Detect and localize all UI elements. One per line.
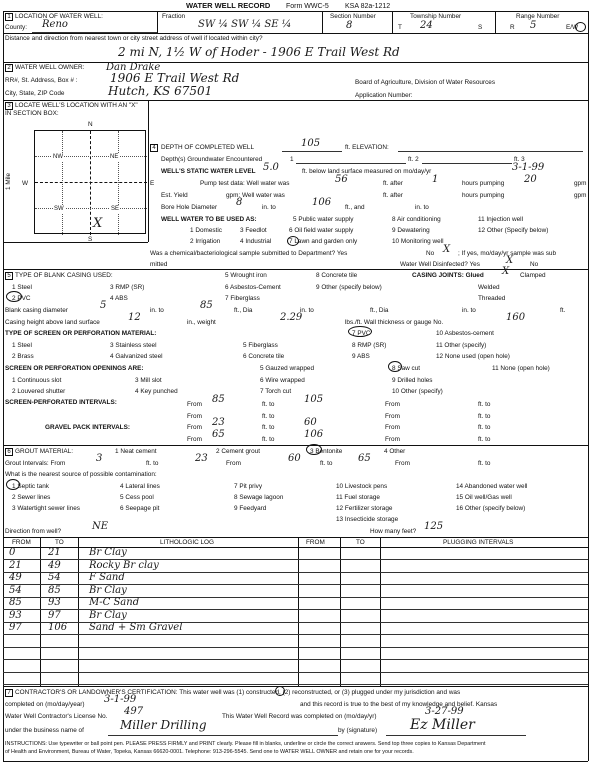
sp-label: SCREEN-PERFORATED INTERVALS: <box>5 399 117 406</box>
yield-gpm: gpm: Well water was <box>226 192 285 199</box>
use-6[interactable]: 6 Oil field water supply <box>289 227 354 234</box>
contam-13[interactable]: 13 Insecticide storage <box>336 516 399 523</box>
open-11[interactable]: 11 None (open hole) <box>492 365 550 372</box>
s2-label: 2 WATER WELL OWNER: <box>5 64 84 72</box>
address-value[interactable]: 1906 E Trail West Rd <box>110 71 240 85</box>
section-value[interactable]: 8 <box>346 20 353 31</box>
s5-label: 5 TYPE OF BLANK CASING USED: <box>5 272 113 280</box>
table-row <box>3 573 588 585</box>
license-label: Water Well Contractor's License No. <box>5 713 108 720</box>
sample-if: ; If yes, mo/day/yr sample was sub <box>458 250 557 257</box>
grout-ft-to-2: ft. to <box>320 460 333 467</box>
static-mid: ft. below land surface measured on mo/day/yr <box>302 168 432 175</box>
grid-mile: 1 Mile <box>5 172 12 190</box>
grout-from-3-label: From <box>395 460 410 467</box>
business-label: under the business name of <box>5 727 84 734</box>
township-s: S <box>478 24 483 31</box>
gw-3: ft. 3 <box>514 156 525 163</box>
bore-ft: ft., and <box>345 204 365 211</box>
form-title: WATER WELL RECORD <box>186 1 271 10</box>
instructions-2: of Health and Environment, Bureau of Water, Topeka, Kansas 66620-0001. Telephone: 913-296-5545. Send one to WATER WELL OWNER and retain one for your records. <box>5 749 414 755</box>
pump-after: ft. after <box>383 180 403 187</box>
distance-value[interactable]: 2 mi N, 1½ W of Hoder - 1906 E Trail West Rd <box>118 45 400 59</box>
license-value[interactable]: 497 <box>124 706 144 717</box>
gw-1: 1 <box>290 156 294 163</box>
log-from[interactable]: 97 <box>9 622 22 633</box>
log-from[interactable]: 49 <box>9 572 22 583</box>
grout-3-circle <box>306 444 322 455</box>
pump-water[interactable]: 56 <box>335 174 348 185</box>
table-row <box>3 673 588 685</box>
screen-7[interactable]: 7 PVC <box>352 330 371 337</box>
contam-15[interactable]: 15 Oil well/Gas well <box>456 494 512 501</box>
open-10[interactable]: 10 Other (specify) <box>392 388 443 395</box>
table-row <box>3 623 588 635</box>
screen-12[interactable]: 12 None used (open hole) <box>436 353 510 360</box>
joints-label: CASING JOINTS: Glued <box>412 272 484 279</box>
range-r: R <box>510 24 515 31</box>
sample-question: Was a chemical/bacteriological sample submitted to Department? Yes <box>150 250 348 257</box>
use-2[interactable]: 2 Irrigation <box>190 238 221 245</box>
sp-ft-to-4: ft. to <box>478 413 491 420</box>
sp-ft-to: ft. to <box>262 401 275 408</box>
use-3[interactable]: 3 Feedlot <box>240 227 267 234</box>
blank-in-to-2: in. to <box>462 307 476 314</box>
application-label: Application Number: <box>355 92 413 99</box>
joints-welded[interactable]: Welded <box>478 284 500 291</box>
use-label: WELL WATER TO BE USED AS: <box>161 216 257 223</box>
grid-sw: SW <box>54 206 64 212</box>
disinfected-label: Water Well Disinfected? Yes <box>400 261 480 268</box>
casing-5[interactable]: 5 Wrought iron <box>225 272 267 279</box>
casing-1[interactable]: 1 Steel <box>12 284 32 291</box>
table-row <box>3 636 588 648</box>
open-7[interactable]: 7 Torch cut <box>260 388 292 395</box>
pump-hp: hours pumping <box>462 180 505 187</box>
open-4[interactable]: 4 Key punched <box>135 388 178 395</box>
contam-4[interactable]: 4 Lateral lines <box>120 483 160 490</box>
log-to[interactable]: 93 <box>48 597 61 608</box>
use-4[interactable]: 4 Industrial <box>240 238 272 245</box>
static-value[interactable]: 5.0 <box>263 162 279 173</box>
contam-label: What is the nearest source of possible contamination: <box>5 471 157 478</box>
use-12[interactable]: 12 Other (Specify below) <box>478 227 549 234</box>
record-date[interactable]: 3-27-99 <box>425 706 464 717</box>
screen-label: TYPE OF SCREEN OR PERFORATION MATERIAL: <box>5 330 157 337</box>
owner-value[interactable]: Dan Drake <box>106 62 161 73</box>
sp-from-label-4: From <box>385 413 400 420</box>
grid-ne: NE <box>110 154 119 160</box>
open-9[interactable]: 9 Drilled holes <box>392 377 433 384</box>
screen-8[interactable]: 8 RMP (SR) <box>352 342 387 349</box>
screen-2[interactable]: 2 Brass <box>12 353 34 360</box>
log-from[interactable]: 54 <box>9 584 22 596</box>
weight-label: in., weight <box>187 319 216 326</box>
table-row <box>3 611 588 623</box>
open-6[interactable]: 6 Wire wrapped <box>260 377 305 384</box>
sp-from-label-3: From <box>187 413 202 420</box>
gw-label: Depth(s) Groundwater Encountered <box>161 156 263 163</box>
gp-ft-to: ft. to <box>262 424 275 431</box>
static-label: WELL'S STATIC WATER LEVEL <box>161 168 256 175</box>
gauge-value[interactable]: 160 <box>506 312 526 323</box>
open-label: SCREEN OR PERFORATION OPENINGS ARE: <box>5 365 144 372</box>
use-7-circle <box>287 236 299 246</box>
log-header-to: TO <box>55 539 64 546</box>
s7-cert: 7 CONTRACTOR'S OR LANDOWNER'S CERTIFICATION: This water well was (1) constructed, (2) reconstructed, or (3) plugged under my jurisdiction and was <box>5 689 460 697</box>
address-label: RR#, St. Address, Box # : <box>5 77 78 84</box>
grout-to-2[interactable]: 65 <box>358 453 371 464</box>
form-number: Form WWC-5 <box>286 3 329 10</box>
signature[interactable]: Ez Miller <box>410 717 475 733</box>
gp-from-label-3: From <box>187 436 202 443</box>
gp-from-label-2: From <box>385 424 400 431</box>
use-5[interactable]: 5 Public water supply <box>293 216 354 223</box>
completed-value[interactable]: 3-1-99 <box>104 694 137 705</box>
use-7[interactable]: 7 Lawn and garden only <box>289 238 358 245</box>
blank-in: in. to <box>150 307 164 314</box>
blank-dia-label: Blank casing diameter <box>5 307 68 314</box>
grid-w: W <box>22 180 29 187</box>
constructed-circle <box>275 686 285 696</box>
table-row <box>3 561 588 573</box>
contam-10[interactable]: 10 Livestock pens <box>336 483 388 490</box>
log-header-from-2: FROM <box>306 539 325 546</box>
log-from[interactable]: 21 <box>9 559 22 571</box>
distance-label: Distance and direction from nearest town or city street address of well if located within city? <box>5 35 263 42</box>
instructions-1: INSTRUCTIONS: Use typewriter or ball point pen. PLEASE PRESS FIRMLY and PRINT clearly. Please fill in blanks, underline or circle the correct answers. Send top three copies to Kansas Department <box>5 741 486 747</box>
grout-ft-to: ft. to <box>146 460 159 467</box>
log-description[interactable]: Br Clay <box>89 584 127 596</box>
weight-unit: lbs./ft. Wall thickness or gauge No. <box>345 319 444 326</box>
gp2-to[interactable]: 106 <box>304 429 324 440</box>
grid-nw: NW <box>53 154 63 160</box>
log-from[interactable]: 85 <box>9 597 22 608</box>
gp2-from[interactable]: 65 <box>212 429 225 440</box>
screen-5[interactable]: 5 Fiberglass <box>243 342 278 349</box>
township-t: T <box>398 24 402 31</box>
sp-from-label-2: From <box>385 401 400 408</box>
grout-1[interactable]: 1 Neat cement <box>115 448 157 455</box>
bore-value[interactable]: 8 <box>236 197 243 208</box>
contam-1-circle <box>6 479 20 490</box>
table-row <box>3 586 588 598</box>
contam-8[interactable]: 8 Sewage lagoon <box>234 494 284 501</box>
city-label: City, State, ZIP Code <box>5 90 65 97</box>
section-label: Section Number <box>330 13 376 20</box>
disinfected-x[interactable]: X <box>506 255 514 266</box>
height-label: Casing height above land surface <box>5 319 100 326</box>
sp-from-label: From <box>187 401 202 408</box>
completed-label: completed on (mo/day/year) <box>5 701 85 708</box>
contam-14[interactable]: 14 Abandoned water well <box>456 483 528 490</box>
blank-dia-value[interactable]: 5 <box>100 300 107 311</box>
screen-7-circle <box>348 326 372 337</box>
log-from[interactable]: 93 <box>9 609 22 621</box>
board-label: Board of Agriculture, Division of Water Resources <box>355 79 496 86</box>
township-label: Township Number <box>410 13 462 20</box>
log-to[interactable]: 54 <box>48 572 61 583</box>
casing-8[interactable]: 8 Concrete tile <box>316 272 358 279</box>
blank-to-value[interactable]: 85 <box>200 300 213 311</box>
screen-6[interactable]: 6 Concrete tile <box>243 353 285 360</box>
joints-threaded[interactable]: Threaded <box>478 295 506 302</box>
open-1[interactable]: 1 Continuous slot <box>12 377 62 384</box>
gp-label: GRAVEL PACK INTERVALS: <box>45 424 130 431</box>
gp-ft-to-4: ft. to <box>478 436 491 443</box>
log-from[interactable]: 0 <box>9 547 16 558</box>
log-description[interactable]: Rocky Br clay <box>89 559 159 571</box>
log-to[interactable]: 106 <box>48 622 68 633</box>
joints-x[interactable]: X <box>502 266 510 277</box>
pump-gpm[interactable]: 20 <box>524 174 537 185</box>
casing-3[interactable]: 3 RMP (SR) <box>110 284 145 291</box>
s1-label: 1 LOCATION OF WATER WELL: <box>5 13 103 21</box>
yield-after: ft. after <box>383 192 403 199</box>
grid-s: S <box>88 236 93 243</box>
section-grid[interactable] <box>34 130 146 234</box>
gp-ft-to-3: ft. to <box>262 436 275 443</box>
county-label: County: <box>5 24 28 31</box>
table-row <box>3 648 588 660</box>
table-row <box>3 598 588 610</box>
bore-to[interactable]: 106 <box>312 197 332 208</box>
gw-2: ft. 2 <box>408 156 419 163</box>
log-to[interactable]: 21 <box>48 547 61 558</box>
open-3[interactable]: 3 Mill slot <box>135 377 162 384</box>
use-1[interactable]: 1 Domestic <box>190 227 222 234</box>
grout-ft-to-3: ft. to <box>478 460 491 467</box>
table-row <box>3 661 588 673</box>
casing-4[interactable]: 4 ABS <box>110 295 128 302</box>
yield-gpm-unit: gpm <box>574 192 587 199</box>
grid-mark: X <box>93 216 103 231</box>
by-sig: by (signature) <box>338 727 378 734</box>
grout-from[interactable]: 3 <box>96 453 103 464</box>
range-label: Range Number <box>516 13 560 20</box>
howmany-value[interactable]: 125 <box>424 521 444 532</box>
open-8-circle <box>388 361 402 372</box>
record-label: This Water Well Record was completed on (mo/day/yr) <box>222 713 377 720</box>
grout-to[interactable]: 23 <box>195 453 208 464</box>
sample-mitted: mitted <box>150 261 168 268</box>
city-value[interactable]: Hutch, KS 67501 <box>108 84 213 98</box>
open-8[interactable]: 8 Saw cut <box>392 365 421 372</box>
screen-11[interactable]: 11 Other (specify) <box>436 342 487 349</box>
sp-ft-to-2: ft. to <box>478 401 491 408</box>
height-value[interactable]: 12 <box>128 312 141 323</box>
use-11[interactable]: 11 Injection well <box>478 216 523 223</box>
bore-in: in. to <box>262 204 276 211</box>
gp-ft-to-2: ft. to <box>478 424 491 431</box>
disinfected-no[interactable]: No <box>530 261 539 268</box>
log-header-plugging: PLUGGING INTERVALS <box>443 539 514 546</box>
grout-4[interactable]: 4 Other <box>384 448 406 455</box>
table-row <box>3 548 588 560</box>
county-value[interactable]: Reno <box>42 19 68 30</box>
casing-6[interactable]: 6 Asbestos-Cement <box>225 284 281 291</box>
contam-11[interactable]: 11 Fuel storage <box>336 494 380 501</box>
bore-in2: in. to <box>415 204 429 211</box>
screen-4[interactable]: 4 Galvanized steel <box>110 353 163 360</box>
grout-from-2-label: From <box>226 460 241 467</box>
direction-label: Direction from well? <box>5 528 62 535</box>
range-w-circle <box>575 22 586 32</box>
grid-se: SE <box>111 206 120 212</box>
true-text: and this record is true to the best of my knowledge and belief. Kansas <box>300 701 498 708</box>
static-date[interactable]: 3-1-99 <box>512 162 545 173</box>
casing-7[interactable]: 7 Fiberglass <box>225 295 260 302</box>
log-description[interactable]: Sand + Sm Gravel <box>89 622 183 633</box>
howmany-label: How many feet? <box>370 528 417 535</box>
contam-9[interactable]: 9 Feedyard <box>234 505 267 512</box>
open-5[interactable]: 5 Gauzed wrapped <box>260 365 315 372</box>
gp-from-label: From <box>187 424 202 431</box>
grid-e: E <box>150 180 155 187</box>
sp-from[interactable]: 85 <box>212 394 225 405</box>
log-header-to-2: TO <box>356 539 365 546</box>
bore-label: Bore Hole Diameter <box>161 204 218 211</box>
log-to[interactable]: 49 <box>48 559 61 571</box>
grout-intervals-label: Grout Intervals: From <box>5 460 66 467</box>
fraction-label: Fraction <box>162 13 186 20</box>
township-value[interactable]: 24 <box>420 20 433 31</box>
use-10[interactable]: 10 Monitoring well <box>392 238 444 245</box>
depth-value[interactable]: 105 <box>301 138 321 149</box>
sample-no-x: X <box>443 244 451 255</box>
contam-1[interactable]: 1 Septic tank <box>12 483 49 490</box>
s3-label: 3 LOCATE WELL'S LOCATION WITH AN "X" IN SECTION BOX: <box>5 102 138 117</box>
log-description[interactable]: M-C Sand <box>89 597 140 608</box>
business-value[interactable]: Miller Drilling <box>120 718 207 732</box>
contam-16[interactable]: 16 Other (specify below) <box>456 505 526 512</box>
sp-ft-to-3: ft. to <box>262 413 275 420</box>
log-header-lithologic: LITHOLOGIC LOG <box>160 539 214 546</box>
contam-2[interactable]: 2 Sewer lines <box>12 494 51 501</box>
screen-1[interactable]: 1 Steel <box>12 342 32 349</box>
depth-label: DEPTH OF COMPLETED WELL <box>161 144 255 151</box>
screen-9[interactable]: 9 ABS <box>352 353 370 360</box>
gp1-to[interactable]: 60 <box>304 417 317 428</box>
s6-label: 6 GROUT MATERIAL: <box>5 448 73 456</box>
contam-12[interactable]: 12 Fertilizer storage <box>336 505 393 512</box>
fraction-value[interactable]: SW ¼ SW ¼ SE ¼ <box>198 19 292 30</box>
gp-from-label-4: From <box>385 436 400 443</box>
contam-6[interactable]: 6 Seepage pit <box>120 505 160 512</box>
log-to[interactable]: 97 <box>48 609 61 621</box>
use-8[interactable]: 8 Air conditioning <box>392 216 441 223</box>
contam-5[interactable]: 5 Cess pool <box>120 494 154 501</box>
direction-value[interactable]: NE <box>92 521 109 532</box>
joints-clamped[interactable]: Clamped <box>520 272 546 279</box>
contam-7[interactable]: 7 Pit privy <box>234 483 263 490</box>
weight-value[interactable]: 2.29 <box>280 312 303 323</box>
log-description[interactable]: Br Clay <box>89 609 127 621</box>
elevation-label: ft. ELEVATION: <box>345 144 389 151</box>
contam-3[interactable]: 3 Watertight sewer lines <box>12 505 80 512</box>
gp1-from[interactable]: 23 <box>212 417 225 428</box>
range-value[interactable]: 5 <box>530 20 537 31</box>
screen-3[interactable]: 3 Stainless steel <box>110 342 157 349</box>
yield-label: Est. Yield <box>161 192 188 199</box>
grout-3[interactable]: 3 Bentonite <box>310 448 343 455</box>
pump-gpm-unit: gpm <box>574 180 587 187</box>
yield-hp: hours pumping <box>462 192 505 199</box>
log-description[interactable]: F Sand <box>89 572 125 583</box>
sample-no[interactable]: No <box>426 250 435 257</box>
blank-ft-dia: ft., Dia <box>234 307 253 314</box>
casing-9[interactable]: 9 Other (specify below) <box>316 284 382 291</box>
grout-2[interactable]: 2 Cement grout <box>216 448 261 455</box>
log-description[interactable]: Br Clay <box>89 547 127 558</box>
pump-label: Pump test data: Well water was <box>200 180 290 187</box>
grout-from-2[interactable]: 60 <box>288 453 301 464</box>
log-to[interactable]: 85 <box>48 584 61 596</box>
casing-2-circle <box>6 291 22 302</box>
range-ew: E/W <box>566 24 579 31</box>
statute-ref: KSA 82a-1212 <box>345 3 391 10</box>
blank-ft-end: ft. <box>560 307 566 314</box>
pump-hours[interactable]: 1 <box>432 174 439 185</box>
open-2[interactable]: 2 Louvered shutter <box>12 388 66 395</box>
sp-to[interactable]: 105 <box>304 394 324 405</box>
blank-ft-dia-2: ft., Dia <box>370 307 389 314</box>
log-header-from: FROM <box>12 539 31 546</box>
screen-10[interactable]: 10 Asbestos-cement <box>436 330 494 337</box>
use-9[interactable]: 9 Dewatering <box>392 227 430 234</box>
casing-2[interactable]: 2 PVC <box>12 295 31 302</box>
blank-in-to: in. to <box>300 307 314 314</box>
grid-n: N <box>88 121 93 128</box>
s4-num: 4 <box>150 144 158 152</box>
